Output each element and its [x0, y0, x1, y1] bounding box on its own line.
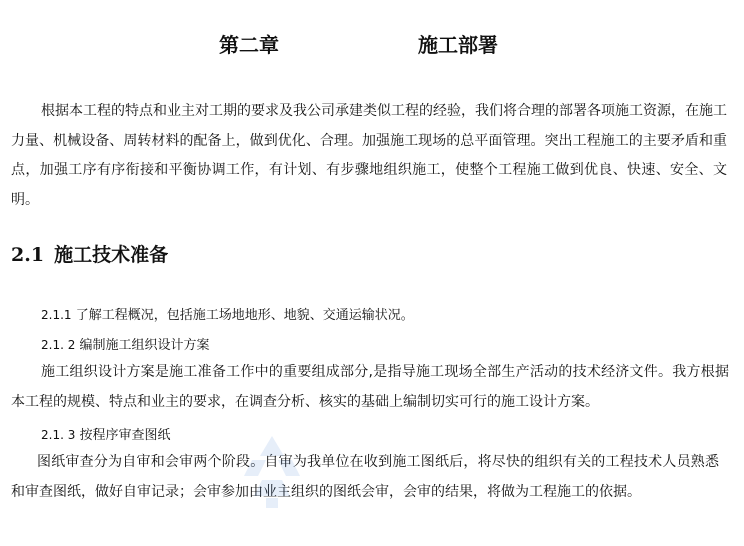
chapter-name: 施工部署	[418, 33, 498, 57]
subsection-body: 图纸审查分为自审和会审两个阶段。自审为我单位在收到施工图纸后，将尽快的组织有关的工程技术人员熟悉和审查图纸，做好自审记录；会审参加由业主组织的图纸会审，会审的结果，将做为工程施工的依据。	[11, 454, 719, 500]
subsection-heading	[41, 303, 414, 328]
section-heading	[11, 238, 168, 272]
subsection-number: 2.1. 3	[41, 428, 76, 442]
subsection-title: 了解工程概况，包括施工场地地形、地貌、交通运输状况。	[75, 308, 414, 323]
subsection-title: 按程序审查图纸	[79, 428, 171, 443]
subsection-number: 2.1. 2	[41, 338, 76, 352]
subsection-heading	[41, 333, 210, 358]
subsection-number: 2.1.1	[41, 308, 72, 322]
section-number: 2.1	[11, 244, 45, 266]
subsection-title: 编制施工组织设计方案	[79, 338, 210, 353]
subsection-heading	[41, 423, 171, 448]
watermark-logo-icon	[232, 432, 312, 512]
intro-paragraph: 根据本工程的特点和业主对工期的要求及我公司承建类似工程的经验，我们将合理的部署各项施工资源，在施工力量、机械设备、周转材料的配备上，做到优化、合理。加强施工现场的总平面管理。突出工程施工的主要矛盾和重点，加强工序有序衔接和平衡协调工作，有计划、有步骤地组织施工，使整个工程施工做到优良、快速、安全、文明。	[11, 103, 727, 208]
section-title: 施工技术准备	[54, 244, 169, 266]
chapter-title	[0, 30, 744, 60]
chapter-number: 第二章	[219, 33, 279, 57]
subsection-body: 施工组织设计方案是施工准备工作中的重要组成部分,是指导施工现场全部生产活动的技术经济文件。我方根据本工程的规模、特点和业主的要求，在调查分析、核实的基础上编制切实可行的施工设计方案。	[11, 364, 729, 410]
